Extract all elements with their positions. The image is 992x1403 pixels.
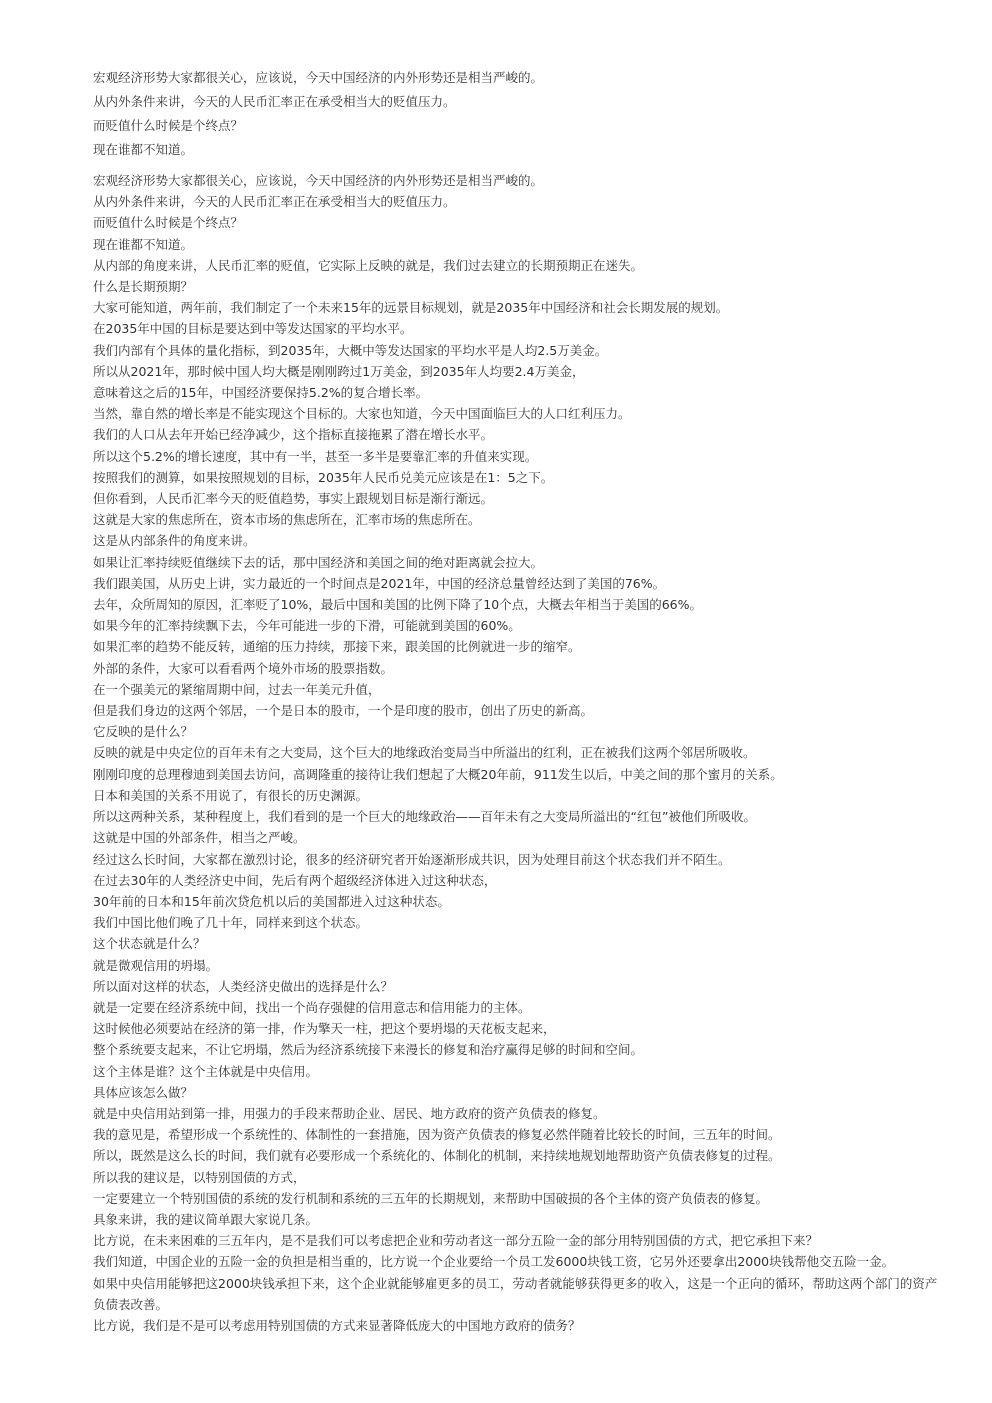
body-line: 整个系统要支起来，不让它坍塌，然后为经济系统接下来漫长的修复和治疗赢得足够的时间和空间。 xyxy=(93,1042,644,1058)
body-line: 就是中央信用站到第一排，用强力的手段来帮助企业、居民、地方政府的资产负债表的修复。 xyxy=(93,1105,606,1121)
body-line: 如果中央信用能够把这2000块钱承担下来，这个企业就能够雇更多的员工，劳动者就能够获得更多的收入，这是一个正向的循环，帮助这两个部门的资产负债表改善。 xyxy=(93,1275,938,1312)
body-line: 从内外条件来讲，今天的人民币汇率正在承受相当大的贬值压力。 xyxy=(93,194,456,210)
body-line: 我的意见是，希望形成一个系统性的、体制性的一套措施，因为资产负债表的修复必然伴随着比较长的时间，三五年的时间。 xyxy=(93,1127,781,1143)
body-line: 日本和美国的关系不用说了，有很长的历史渊源。 xyxy=(93,787,369,803)
body-line: 它反映的是什么？ xyxy=(93,724,194,740)
body-line: 当然，靠自然的增长率是不能实现这个目标的。大家也知道，今天中国面临巨大的人口红利压力。 xyxy=(93,406,631,422)
body-line: 如果今年的汇率持续飘下去，今年可能进一步的下滑，可能就到美国的60%。 xyxy=(93,618,521,634)
body-line: 现在谁都不知道。 xyxy=(93,236,194,252)
body-section xyxy=(93,170,943,1336)
body-line: 经过这么长时间，大家都在激烈讨论，很多的经济研究者开始逐渐形成共识，因为处理目前这个状态我们并不陌生。 xyxy=(93,851,731,867)
body-line: 所以，既然是这么长的时间，我们就有必要形成一个系统化的、体制化的机制，来持续地规划地帮助资产负债表修复的过程。 xyxy=(93,1148,781,1164)
document xyxy=(93,66,943,1336)
body-line: 如果让汇率持续贬值继续下去的话，那中国经济和美国之间的绝对距离就会拉大。 xyxy=(93,554,544,570)
body-line: 就是一定要在经济系统中间，找出一个尚存强健的信用意志和信用能力的主体。 xyxy=(93,999,531,1015)
body-line: 但是我们身边的这两个邻居，一个是日本的股市，一个是印度的股市，创出了历史的新高。 xyxy=(93,703,594,719)
body-line: 这是从内部条件的角度来讲。 xyxy=(93,533,256,549)
body-line: 具象来讲，我的建议简单跟大家说几条。 xyxy=(93,1211,319,1227)
body-line: 这就是中国的外部条件，相当之严峻。 xyxy=(93,830,306,846)
body-line: 具体应该怎么做？ xyxy=(93,1084,194,1100)
body-line: 而贬值什么时候是个终点？ xyxy=(93,215,244,231)
body-line: 在过去30年的人类经济史中间，先后有两个超级经济体进入过这种状态， xyxy=(93,872,497,888)
intro-line: 而贬值什么时候是个终点？ xyxy=(93,118,244,133)
body-line: 在2035年中国的目标是要达到中等发达国家的平均水平。 xyxy=(93,321,413,337)
body-line: 所以这个5.2%的增长速度，其中有一半，甚至一多半是要靠汇率的升值来实现。 xyxy=(93,448,538,464)
section-gap xyxy=(93,162,943,170)
body-line: 反映的就是中央定位的百年未有之大变局，这个巨大的地缘政治变局当中所溢出的红利，正在被我们这两个邻居所吸收。 xyxy=(93,745,756,761)
intro-line: 现在谁都不知道。 xyxy=(93,142,194,157)
body-line: 所以从2021年，那时候中国人均大概是刚刚跨过1万美金，到2035年人均要2.4万美金， xyxy=(93,363,585,379)
body-line: 在一个强美元的紧缩周期中间，过去一年美元升值， xyxy=(93,681,381,697)
body-line: 这个主体是谁？这个主体就是中央信用。 xyxy=(93,1063,319,1079)
body-line: 所以这两种关系，某种程度上，我们看到的是一个巨大的地缘政治——百年未有之大变局所溢出的“红包”被他们所吸收。 xyxy=(93,809,756,825)
body-line: 所以面对这样的状态，人类经济史做出的选择是什么？ xyxy=(93,978,394,994)
body-line: 刚刚印度的总理穆迪到美国去访问，高调隆重的接待让我们想起了大概20年前，911发生以后，中美之间的那个蜜月的关系。 xyxy=(93,766,783,782)
body-line: 我们知道，中国企业的五险一金的负担是相当重的，比方说一个企业要给一个员工发6000块钱工资，它另外还要拿出2000块钱帮他交五险一金。 xyxy=(93,1254,895,1270)
intro-line: 从内外条件来讲，今天的人民币汇率正在承受相当大的贬值压力。 xyxy=(93,94,456,109)
body-line: 宏观经济形势大家都很关心，应该说，今天中国经济的内外形势还是相当严峻的。 xyxy=(93,173,544,188)
body-line: 我们中国比他们晚了几十年，同样来到这个状态。 xyxy=(93,915,369,931)
body-line: 什么是长期预期？ xyxy=(93,279,194,295)
body-line: 一定要建立一个特别国债的系统的发行机制和系统的三五年的长期规划，来帮助中国破损的各个主体的资产负债表的修复。 xyxy=(93,1190,769,1206)
body-line: 大家可能知道，两年前，我们制定了一个未来15年的远景目标规划，就是2035年中国经济和社会长期发展的规划。 xyxy=(93,300,729,316)
body-line: 外部的条件，大家可以看看两个境外市场的股票指数。 xyxy=(93,660,394,676)
body-line: 意味着这之后的15年，中国经济要保持5.2%的复合增长率。 xyxy=(93,385,429,401)
body-line: 按照我们的测算，如果按照规划的目标，2035年人民币兑美元应该是在1：5之下。 xyxy=(93,469,554,485)
body-line: 如果汇率的趋势不能反转，通缩的压力持续，那接下来，跟美国的比例就进一步的缩窄。 xyxy=(93,639,581,655)
body-line: 这就是大家的焦虑所在，资本市场的焦虑所在，汇率市场的焦虑所在。 xyxy=(93,512,481,528)
body-line: 我们内部有个具体的量化指标，到2035年，大概中等发达国家的平均水平是人均2.5万美金。 xyxy=(93,342,608,358)
body-line: 从内部的角度来讲，人民币汇率的贬值，它实际上反映的就是，我们过去建立的长期预期正在迷失。 xyxy=(93,257,644,273)
body-line: 但你看到，人民币汇率今天的贬值趋势，事实上跟规划目标是渐行渐远。 xyxy=(93,491,494,507)
body-line: 比方说，在未来困难的三五年内，是不是我们可以考虑把企业和劳动者这一部分五险一金的部分用特别国债的方式，把它承担下来？ xyxy=(93,1233,819,1249)
body-line: 这时候他必须要站在经济的第一排，作为擎天一柱，把这个要坍塌的天花板支起来， xyxy=(93,1021,556,1037)
body-line: 这个状态就是什么？ xyxy=(93,936,206,952)
intro-line: 宏观经济形势大家都很关心，应该说，今天中国经济的内外形势还是相当严峻的。 xyxy=(93,70,544,85)
intro-section xyxy=(93,66,943,162)
body-line: 我们的人口从去年开始已经净减少，这个指标直接拖累了潜在增长水平。 xyxy=(93,427,494,443)
body-line: 比方说，我们是不是可以考虑用特别国债的方式来显著降低庞大的中国地方政府的债务？ xyxy=(93,1317,581,1333)
body-line: 就是微观信用的坍塌。 xyxy=(93,957,219,973)
body-line: 30年前的日本和15年前次贷危机以后的美国都进入过这种状态。 xyxy=(93,893,450,909)
body-line: 所以我的建议是，以特别国债的方式， xyxy=(93,1169,306,1185)
body-line: 去年，众所周知的原因，汇率贬了10%，最后中国和美国的比例下降了10个点，大概去年相当于美国的66%。 xyxy=(93,597,702,613)
body-line: 我们跟美国，从历史上讲，实力最近的一个时间点是2021年，中国的经济总量曾经达到了美国的76%。 xyxy=(93,575,666,591)
